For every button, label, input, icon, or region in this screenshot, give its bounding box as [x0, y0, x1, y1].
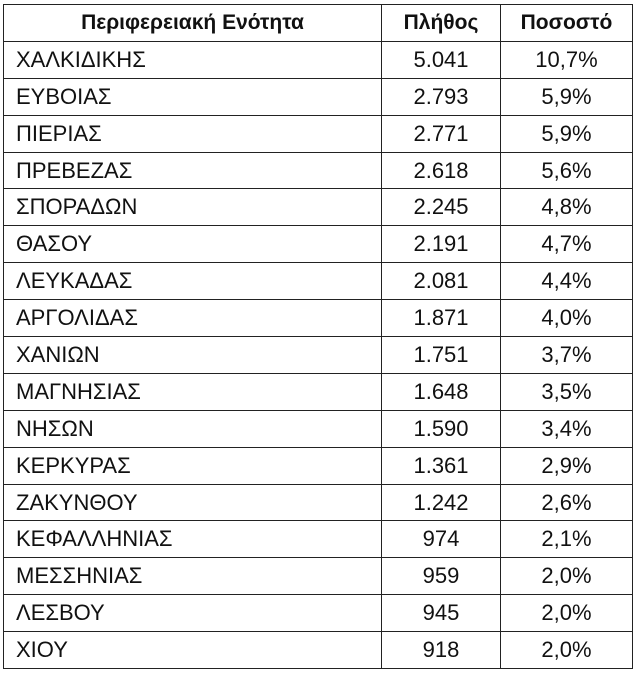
cell-percentage: 4,0%	[501, 300, 633, 337]
cell-percentage: 5,9%	[501, 78, 633, 115]
cell-region: ΚΕΦΑΛΛΗΝΙΑΣ	[4, 521, 382, 558]
table-header	[4, 5, 633, 42]
column-header-count: Πλήθος	[382, 5, 501, 42]
cell-count: 1.590	[382, 410, 501, 447]
cell-percentage: 2,0%	[501, 632, 633, 669]
cell-count: 1.871	[382, 300, 501, 337]
cell-region: ΛΕΥΚΑΔΑΣ	[4, 263, 382, 300]
table-row	[4, 41, 633, 78]
table-row	[4, 78, 633, 115]
cell-region: ΖΑΚΥΝΘΟΥ	[4, 484, 382, 521]
cell-percentage: 5,9%	[501, 115, 633, 152]
cell-region: ΜΕΣΣΗΝΙΑΣ	[4, 558, 382, 595]
table-row	[4, 337, 633, 374]
column-header-percentage: Ποσοστό	[501, 5, 633, 42]
cell-count: 2.771	[382, 115, 501, 152]
cell-count: 2.191	[382, 226, 501, 263]
cell-count: 5.041	[382, 41, 501, 78]
cell-percentage: 10,7%	[501, 41, 633, 78]
cell-count: 2.245	[382, 189, 501, 226]
column-header-region: Περιφερειακή Ενότητα	[4, 5, 382, 42]
cell-region: ΚΕΡΚΥΡΑΣ	[4, 447, 382, 484]
table-row	[4, 189, 633, 226]
cell-region: ΕΥΒΟΙΑΣ	[4, 78, 382, 115]
cell-region: ΘΑΣΟΥ	[4, 226, 382, 263]
cell-percentage: 2,9%	[501, 447, 633, 484]
cell-count: 959	[382, 558, 501, 595]
cell-count: 1.648	[382, 373, 501, 410]
table-row	[4, 115, 633, 152]
cell-region: ΑΡΓΟΛΙΔΑΣ	[4, 300, 382, 337]
cell-percentage: 4,4%	[501, 263, 633, 300]
table-row	[4, 300, 633, 337]
table-row	[4, 410, 633, 447]
table-row	[4, 484, 633, 521]
cell-percentage: 3,7%	[501, 337, 633, 374]
cell-percentage: 5,6%	[501, 152, 633, 189]
cell-region: ΠΡΕΒΕΖΑΣ	[4, 152, 382, 189]
cell-percentage: 2,0%	[501, 558, 633, 595]
table-row	[4, 632, 633, 669]
cell-region: ΛΕΣΒΟΥ	[4, 595, 382, 632]
cell-percentage: 2,0%	[501, 595, 633, 632]
cell-count: 945	[382, 595, 501, 632]
cell-percentage: 4,8%	[501, 189, 633, 226]
cell-region: ΧΙΟΥ	[4, 632, 382, 669]
table-row	[4, 373, 633, 410]
cell-percentage: 3,5%	[501, 373, 633, 410]
cell-count: 1.361	[382, 447, 501, 484]
cell-percentage: 2,1%	[501, 521, 633, 558]
cell-count: 2.618	[382, 152, 501, 189]
table-container	[3, 4, 633, 669]
table-row	[4, 152, 633, 189]
cell-percentage: 4,7%	[501, 226, 633, 263]
table-row	[4, 447, 633, 484]
cell-region: ΧΑΝΙΩΝ	[4, 337, 382, 374]
table-body	[4, 41, 633, 668]
cell-percentage: 2,6%	[501, 484, 633, 521]
cell-count: 2.793	[382, 78, 501, 115]
table-row	[4, 226, 633, 263]
cell-count: 1.242	[382, 484, 501, 521]
table-row	[4, 521, 633, 558]
data-table	[3, 4, 633, 669]
cell-region: ΧΑΛΚΙΔΙΚΗΣ	[4, 41, 382, 78]
cell-count: 974	[382, 521, 501, 558]
cell-region: ΝΗΣΩΝ	[4, 410, 382, 447]
cell-count: 2.081	[382, 263, 501, 300]
table-row	[4, 263, 633, 300]
cell-percentage: 3,4%	[501, 410, 633, 447]
cell-region: ΠΙΕΡΙΑΣ	[4, 115, 382, 152]
cell-region: ΣΠΟΡΑΔΩΝ	[4, 189, 382, 226]
table-row	[4, 595, 633, 632]
cell-region: ΜΑΓΝΗΣΙΑΣ	[4, 373, 382, 410]
table-row	[4, 558, 633, 595]
cell-count: 1.751	[382, 337, 501, 374]
cell-count: 918	[382, 632, 501, 669]
header-row	[4, 5, 633, 42]
